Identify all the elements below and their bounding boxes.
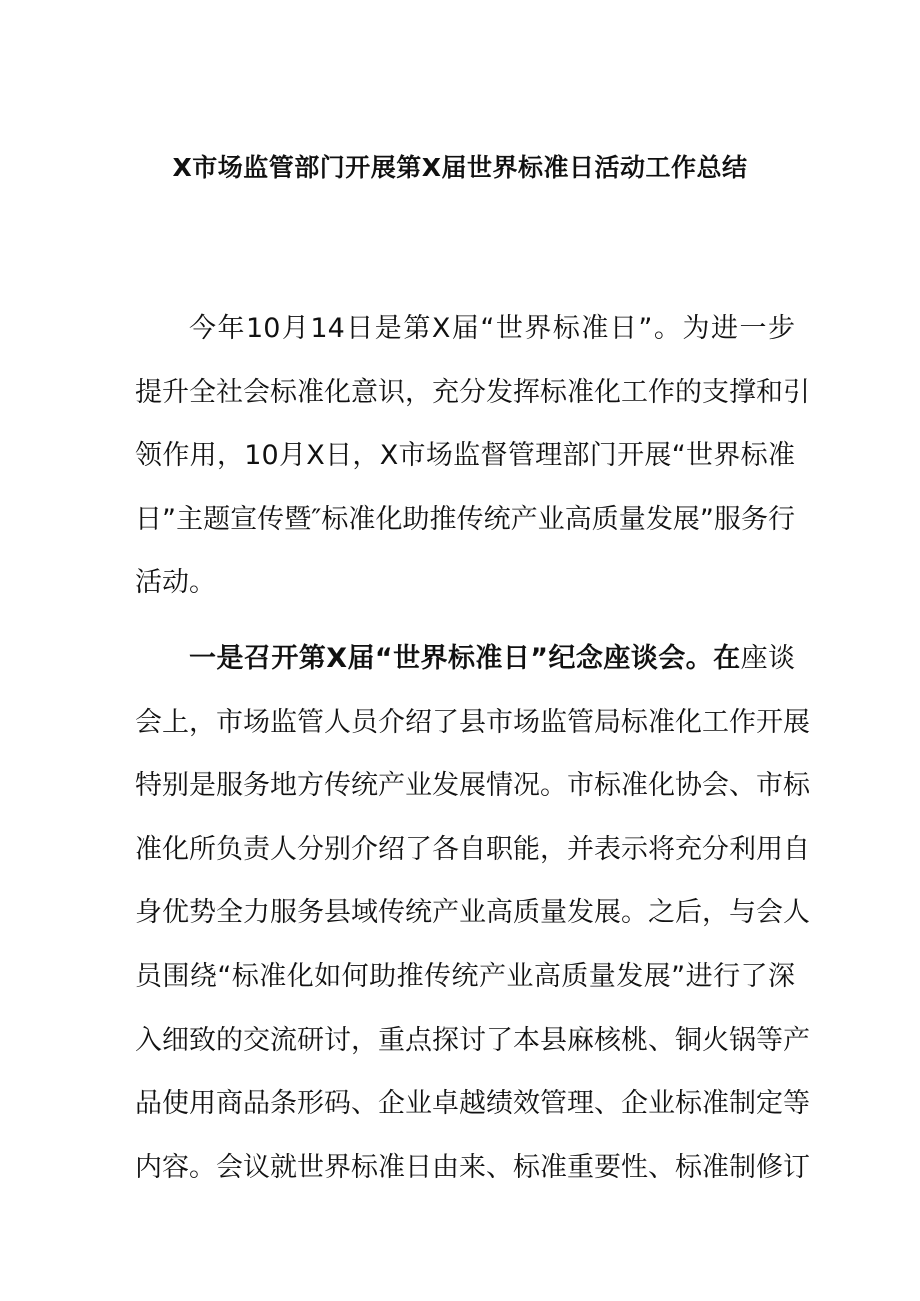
document-title: X市场监管部门开展第X届世界标准日活动工作总结 [172,153,748,182]
paragraph-line: 员围绕“标准化如何助推传统产业高质量发展”进行了深 [135,960,795,992]
paragraph-line: 日”主题宣传暨″标准化助推传统产业高质量发展”服务行 [135,503,795,535]
paragraph-line: 会上，市场监管人员介绍了县市场监管局标准化工作开展 [135,706,810,738]
paragraph-line: 内容。会议就世界标准日由来、标准重要性、标准制修订 [135,1151,810,1183]
paragraph-line: 今年10月14日是第X届“世界标准日”。为进一步 [189,313,795,344]
paragraph-lead-line [135,627,795,691]
paragraph-symposium [135,627,810,1199]
paragraph-line: 特别是服务地方传统产业发展情况。市标准化协会、市标 [135,770,810,802]
paragraph-line: 提升全社会标准化意识，充分发挥标准化工作的支撑和引 [135,376,810,408]
paragraph-line: 活动。 [135,567,216,599]
paragraph-line: 品使用商品条形码、企业卓越绩效管理、企业标准制定等 [135,1088,810,1120]
paragraph-intro [135,297,810,615]
paragraph-lead-heading: 一是召开第X届“世界标准日”纪念座谈会。在 [189,643,741,674]
paragraph-lead-text: 座谈 [740,643,796,674]
paragraph-line: 身优势全力服务县域传统产业高质量发展。之后，与会人 [135,897,810,929]
paragraph-line: 入细致的交流研讨，重点探讨了本县麻核桃、铜火锅等产 [135,1024,810,1056]
paragraph-line: 准化所负责人分别介绍了各自职能，并表示将充分利用自 [135,833,810,865]
paragraph-line: 领作用，10月X日，X市场监督管理部门开展“世界标准 [135,440,795,472]
